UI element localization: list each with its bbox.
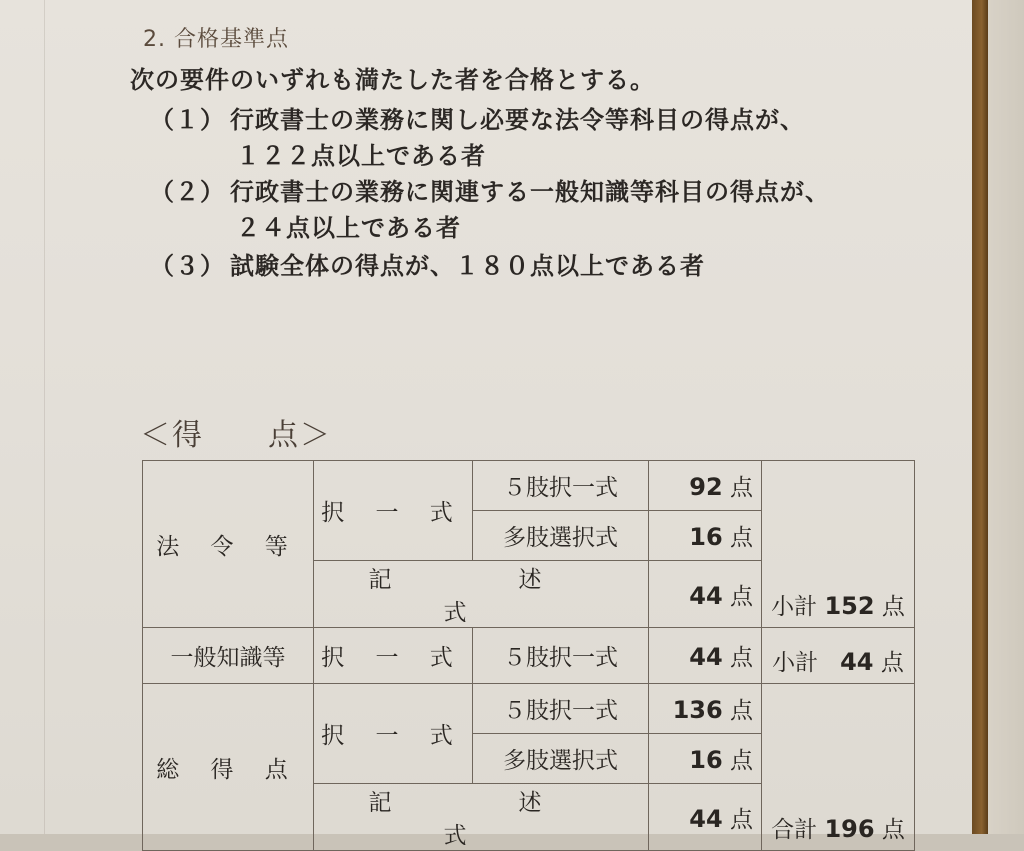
requirement-3-number: （３）	[150, 252, 225, 280]
law-choice-label: 択 一 式	[314, 461, 473, 561]
requirement-2-line1: 行政書士の業務に関連する一般知識等科目の得点が、	[230, 178, 830, 206]
table-row	[143, 461, 915, 511]
law-score-5choice: 92 点	[649, 461, 762, 511]
general-type: ５肢択一式	[473, 628, 649, 684]
total-type-multi: 多肢選択式	[473, 734, 649, 784]
total-essay-label: 記 述 式	[314, 784, 649, 851]
law-essay-label: 記 述 式	[314, 561, 649, 628]
requirement-1-number: （１）	[150, 106, 225, 134]
binder-edge	[972, 0, 988, 834]
law-category: 法 令 等	[143, 461, 314, 628]
section-heading: 2. 合格基準点	[143, 27, 289, 52]
law-subtotal: 小計 152 点	[762, 461, 915, 628]
law-score-multi: 16 点	[649, 511, 762, 561]
total-score-5choice: 136 点	[649, 684, 762, 734]
law-type-multi: 多肢選択式	[473, 511, 649, 561]
total-type-5choice: ５肢択一式	[473, 684, 649, 734]
total-score-multi: 16 点	[649, 734, 762, 784]
law-type-5choice: ５肢択一式	[473, 461, 649, 511]
table-row	[143, 684, 915, 734]
requirement-2-number: （２）	[150, 178, 225, 206]
total-essay-score: 44 点	[649, 784, 762, 851]
requirement-2-line2: ２４点以上である者	[236, 214, 461, 242]
score-heading: ＜得 点＞	[140, 418, 332, 453]
score-table	[142, 460, 915, 851]
grand-total: 合計 196 点	[762, 684, 915, 851]
page-fold-line	[44, 0, 45, 834]
next-page-edge	[988, 0, 1024, 834]
total-category: 総 得 点	[143, 684, 314, 851]
requirement-1-line1: 行政書士の業務に関し必要な法令等科目の得点が、	[230, 106, 805, 134]
total-choice-label: 択 一 式	[314, 684, 473, 784]
law-essay-score: 44 点	[649, 561, 762, 628]
general-choice-label: 択 一 式	[314, 628, 473, 684]
pass-criteria-lead: 次の要件のいずれも満たした者を合格とする。	[130, 66, 655, 94]
general-score: 44 点	[649, 628, 762, 684]
table-row	[143, 628, 915, 684]
requirement-1-line2: １２２点以上である者	[236, 142, 486, 170]
general-subtotal: 小計 44 点	[762, 628, 915, 684]
requirement-3-line1: 試験全体の得点が、１８０点以上である者	[230, 252, 705, 280]
general-category: 一般知識等	[143, 628, 314, 684]
